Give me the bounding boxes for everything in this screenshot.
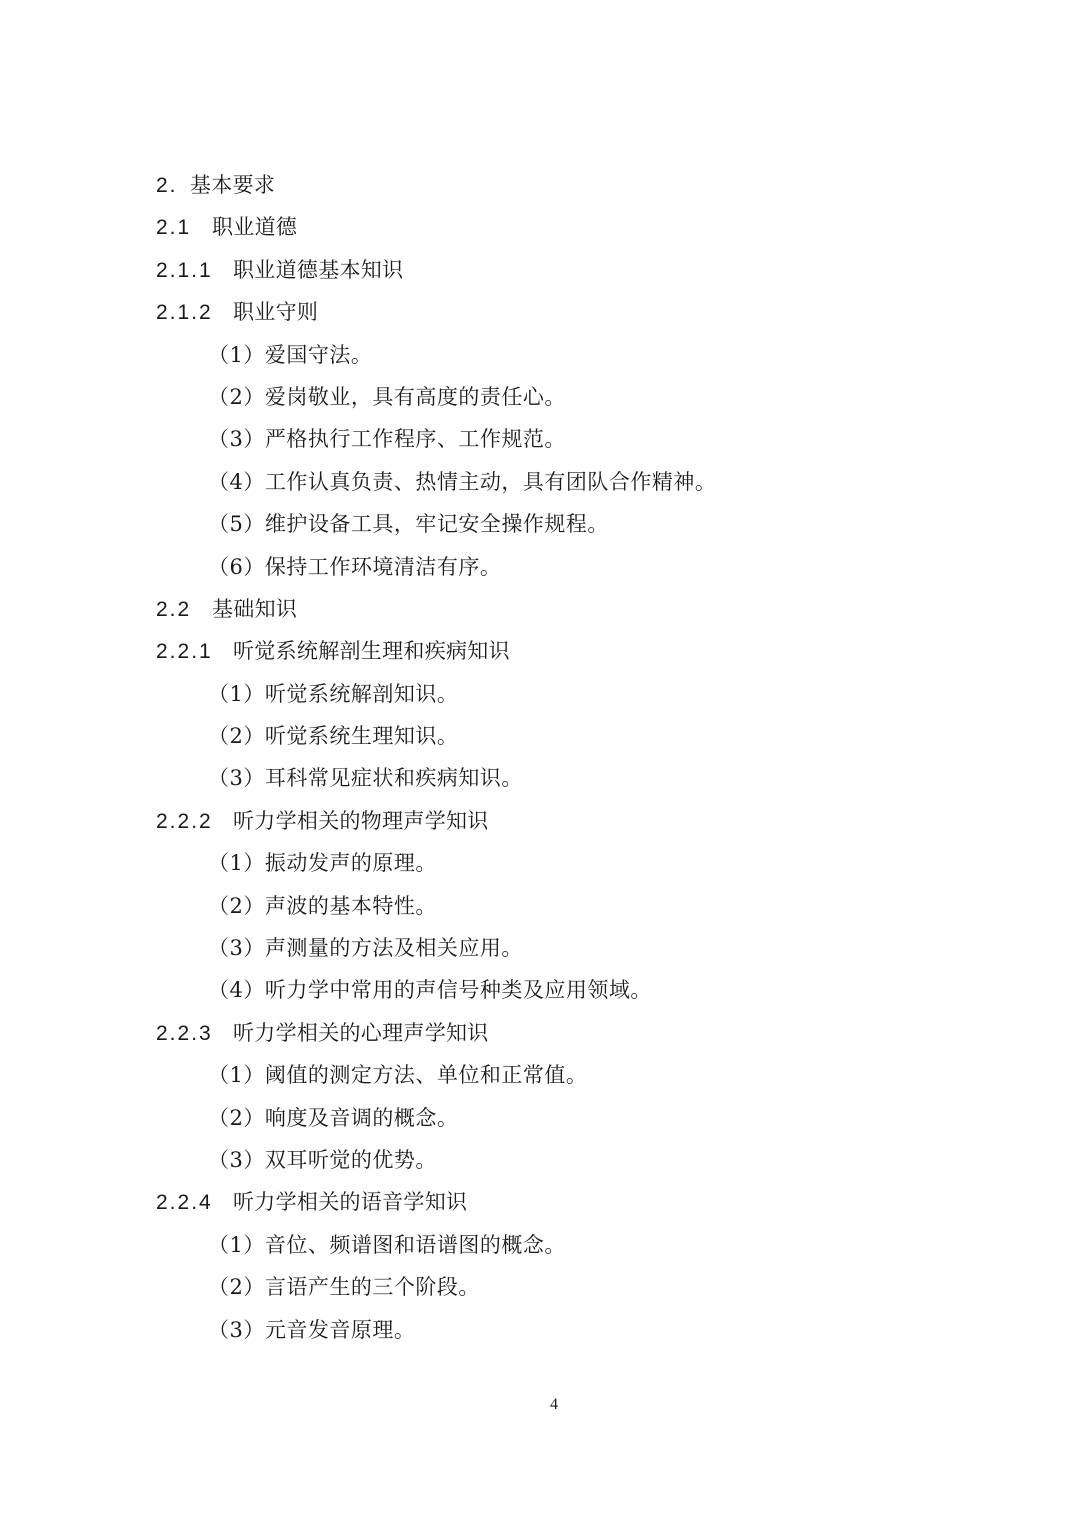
list-item: （3）元音发音原理。 [208,1317,416,1342]
heading-2-2-3 [156,1012,956,1054]
list-item: （6）保持工作环境清洁有序。 [208,554,502,579]
heading-2-2-1 [156,630,956,672]
list-item: （2）声波的基本特性。 [208,893,437,918]
heading-title: 听力学相关的心理声学知识 [233,1020,489,1045]
heading-title: 职业道德 [212,215,298,240]
list-item: （1）音位、频谱图和语谱图的概念。 [208,1232,566,1257]
heading-number: 2. [156,174,178,197]
heading-2-1-2 [156,291,956,333]
list-item: （3）耳科常见症状和疾病知识。 [208,766,523,791]
heading-title: 听觉系统解剖生理和疾病知识 [233,639,510,664]
heading-number: 2.2.1 [156,640,213,664]
heading-title: 职业守则 [233,300,319,325]
heading-number: 2.2.3 [156,1021,213,1045]
heading-2-2 [156,588,956,630]
list-item: （2）爱岗敬业，具有高度的责任心。 [208,384,566,409]
heading-title: 基本要求 [190,173,276,197]
list-item: （1）爱国守法。 [208,342,373,367]
list-item: （3）严格执行工作程序、工作规范。 [208,427,566,452]
heading-2-1 [156,206,956,248]
heading-number: 2.1.1 [156,258,213,282]
list-item: （2）响度及音调的概念。 [208,1105,459,1130]
list-item: （1）阈值的测定方法、单位和正常值。 [208,1063,588,1088]
list-item: （4）听力学中常用的声信号种类及应用领域。 [208,978,652,1003]
list-item: （2）听觉系统生理知识。 [208,724,459,749]
heading-number: 2.2 [156,597,192,621]
list-item: （1）听觉系统解剖知识。 [208,681,459,706]
heading-number: 2.2.4 [156,1191,213,1215]
list-item: （4）工作认真负责、热情主动，具有团队合作精神。 [208,469,717,494]
heading-number: 2.2.2 [156,809,213,833]
document-body [156,164,956,1351]
heading-2 [156,164,956,206]
heading-number: 2.1.2 [156,301,213,325]
list-item: （3）声测量的方法及相关应用。 [208,936,523,961]
heading-title: 听力学相关的语音学知识 [233,1190,468,1215]
page-number: 4 [550,1396,558,1413]
list-item: （3）双耳听觉的优势。 [208,1147,437,1172]
heading-title: 听力学相关的物理声学知识 [233,808,489,833]
heading-2-1-1 [156,249,956,291]
list-item: （1）振动发声的原理。 [208,851,437,876]
heading-title: 职业道德基本知识 [233,257,404,282]
list-item: （2）言语产生的三个阶段。 [208,1275,480,1300]
heading-title: 基础知识 [212,596,298,621]
list-item: （5）维护设备工具，牢记安全操作规程。 [208,512,609,537]
heading-2-2-4 [156,1181,956,1223]
heading-2-2-2 [156,800,956,842]
heading-number: 2.1 [156,216,192,240]
